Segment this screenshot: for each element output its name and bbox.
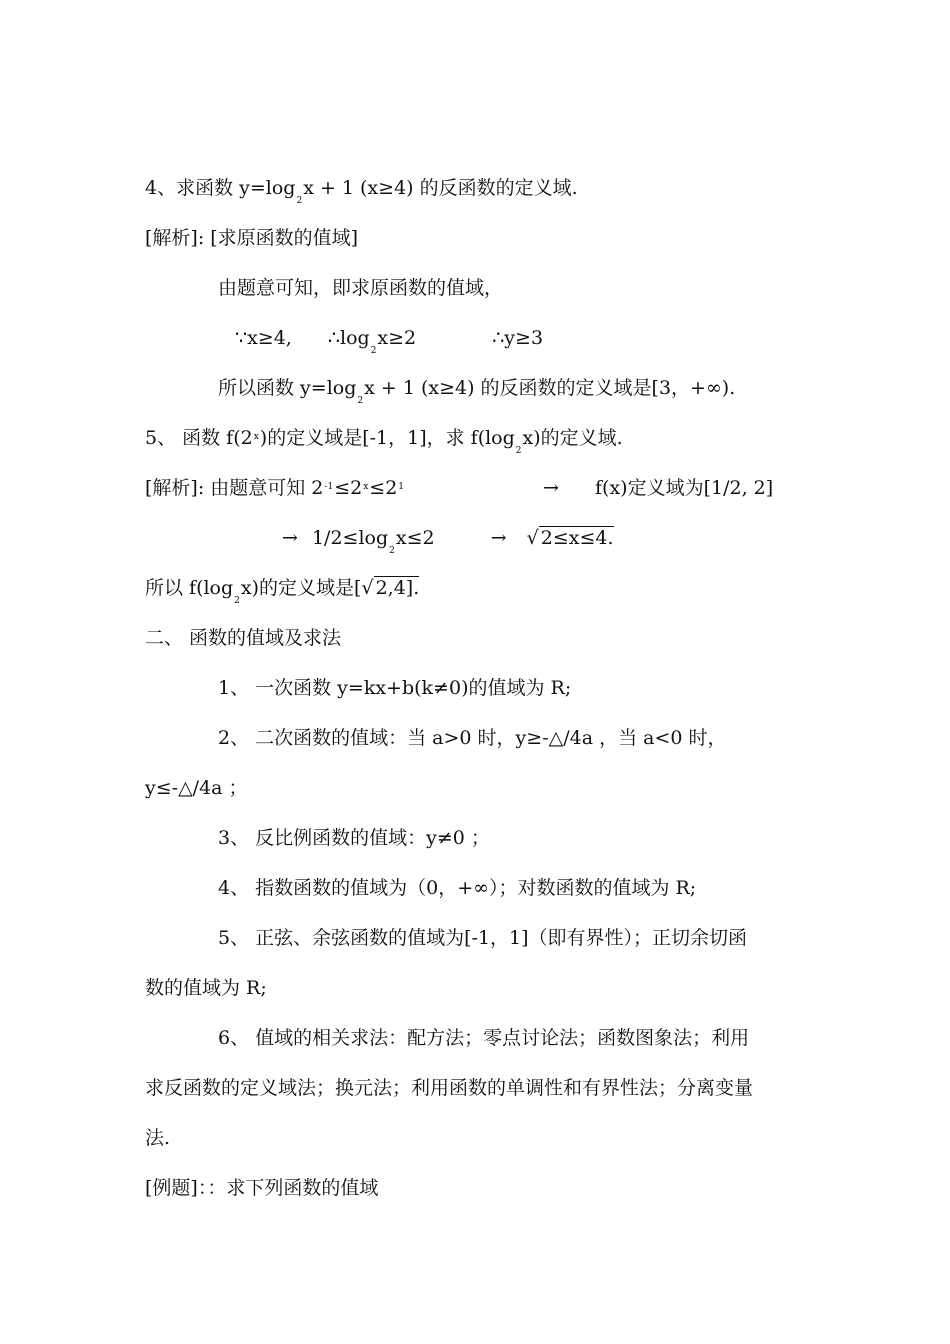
item-6: 6、 值域的相关求法：配方法；零点讨论法；函数图象法；利用 — [218, 1027, 750, 1049]
arrow-icon: → — [543, 477, 559, 499]
item-5-continued: 数的值域为 R; — [145, 977, 267, 999]
item-5: 5、 正弦、余弦函数的值域为[-1，1]（即有界性）；正切余切函 — [218, 927, 748, 949]
item-1: 1、 一次函数 y=kx+b(k≠0)的值域为 R; — [218, 677, 572, 699]
section-2-heading: 二、 函数的值域及求法 — [145, 627, 342, 649]
q4-statement: 4、求函数 $y=\log_2x + 1$ (x≥4) 的反函数的定义域. — [145, 177, 578, 206]
q4-analysis-line-1: 由题意可知，即求原函数的值域， — [218, 277, 504, 299]
q4-analysis-title: [解析]: [求原函数的值域] — [145, 227, 359, 249]
item-6-continued-1: 求反函数的定义域法；换元法；利用函数的单调性和有界性法；分离变量 — [145, 1077, 754, 1099]
item-6-continued-2: 法. — [145, 1127, 171, 1149]
q5-conclusion: 所以 $f(\log_2x)$的定义域是[√ 2,4]. — [145, 577, 420, 606]
item-4: 4、 指数函数的值域为（0，+∞）；对数函数的值域为 R; — [218, 877, 697, 899]
q4-conclusion: 所以函数 $y=\log_2x + 1$ (x≥4) 的反函数的定义域是[3，+∞). — [218, 377, 736, 406]
q5-statement: 5、 函数 f(2$^x$)的定义域是[-1，1]，求 $f(\log_2x)$的定义域. — [145, 427, 623, 456]
example-heading: [例题]：：求下列函数的值域 — [145, 1177, 379, 1199]
arrow-icon: → — [282, 527, 298, 549]
arrow-icon: → — [490, 527, 507, 549]
item-3: 3、 反比例函数的值域：y≠0 ； — [218, 827, 490, 849]
item-2: 2、 二次函数的值域：当 a>0 时，y≥-△/4a ，当 a<0 时， — [218, 727, 727, 749]
sqrt-icon: √ — [361, 577, 374, 599]
item-2-continued: y≤-△/4a ； — [145, 777, 248, 799]
sqrt-icon: √ — [526, 527, 539, 549]
q5-analysis-line-2: → $1/2\le\log_2x\le 2$ → √ 2≤x≤4. — [282, 527, 614, 556]
q5-analysis-line-1: [解析]: 由题意可知 $2^{-1}\le 2^x\le 2^1$ → f(x)定义域为[1/2, 2] — [145, 477, 774, 499]
q4-analysis-line-2: ∵x≥4, $\therefore\log_2x\ge 2$ ∴y≥3 — [235, 327, 544, 356]
log-base-subscript: 2 — [296, 196, 303, 206]
